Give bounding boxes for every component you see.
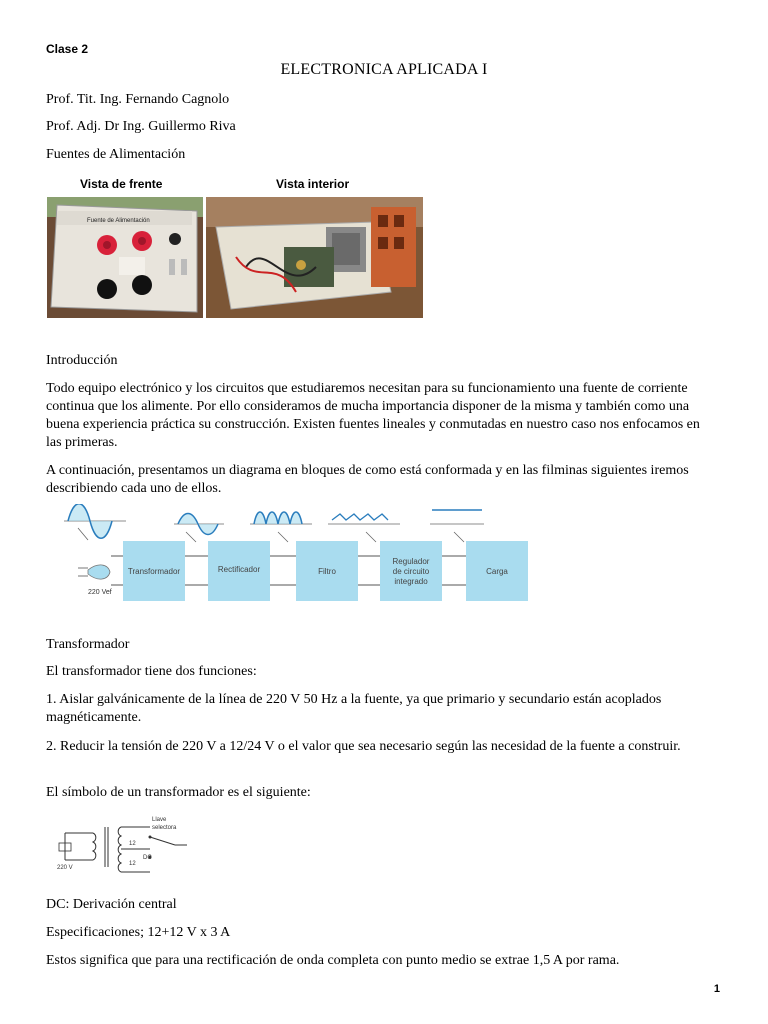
- front-view-label: Vista de frente: [80, 177, 163, 191]
- transformer-intro: El transformador tiene dos funciones:: [46, 664, 257, 679]
- transformer-function-1: 1. Aislar galvánicamente de la línea de 220 V 50 Hz a la fuente, ya que primario y secundario están acoplados magnéticamente.: [46, 692, 662, 725]
- intro-paragraph-2: A continuación, presentamos un diagrama en bloques de como está conformada y en las filminas siguientes iremos describiendo cada uno de ellos.: [46, 463, 689, 496]
- topic-heading: Fuentes de Alimentación: [46, 147, 186, 162]
- transformer-function-2: 2. Reducir la tensión de 220 V a 12/24 V o el valor que sea necesario según las necesidad de la fuente a construir.: [46, 739, 681, 754]
- intro-paragraph-1: Todo equipo electrónico y los circuitos que estudiaremos necesitan para su funcionamiento una fuente de corriente continua que los alimente. Por ello consideramos de mucha importancia disponer de la misma y también como una buena experiencia práctica su construcción. Existen fuentes lineales y conmutadas en nuestro caso nos enfocamos en las primeras.: [46, 381, 700, 450]
- power-supply-block-diagram: [46, 504, 536, 626]
- author-titular: Prof. Tit. Ing. Fernando Cagnolo: [46, 92, 230, 107]
- switch-label-2: selectora: [152, 825, 177, 831]
- front-view-photo: [47, 197, 203, 318]
- secondary-bottom-label: 12: [129, 861, 136, 867]
- primary-voltage-label: 220 V: [57, 865, 73, 871]
- block-label-carga: Carga: [486, 567, 508, 576]
- interior-view-label: Vista interior: [276, 177, 350, 191]
- intro-heading: Introducción: [46, 353, 118, 368]
- transformer-specs: Especificaciones; 12+12 V x 3 A: [46, 925, 231, 940]
- input-voltage-label: 220 Vef: [88, 589, 112, 596]
- block-label-regulador-1: Regulador: [392, 557, 430, 566]
- center-tap-label: DC: [143, 855, 152, 861]
- transformer-symbol-intro: El símbolo de un transformador es el siguiente:: [46, 785, 311, 800]
- class-label: Clase 2: [46, 42, 89, 56]
- author-adjunto: Prof. Adj. Dr Ing. Guillermo Riva: [46, 119, 236, 134]
- transformer-symbol: [55, 815, 195, 873]
- dc-note: DC: Derivación central: [46, 897, 177, 912]
- block-label-rectificador: Rectificador: [217, 565, 261, 574]
- block-label-regulador-3: integrado: [394, 577, 428, 586]
- block-label-filtro: Filtro: [318, 567, 336, 576]
- secondary-top-label: 12: [129, 841, 136, 847]
- block-label-regulador-2: de circuito: [392, 567, 430, 576]
- transformer-explanation: Estos significa que para una rectificación de onda completa con punto medio se extrae 1,5 A por rama.: [46, 953, 620, 968]
- transformer-heading: Transformador: [46, 637, 130, 652]
- panel-text: Fuente de Alimentación: [87, 218, 150, 224]
- page-number: 1: [713, 983, 720, 995]
- document-title: ELECTRONICA APLICADA I: [280, 61, 488, 78]
- block-label-transformador: Transformador: [127, 567, 181, 576]
- interior-view-photo: [206, 197, 423, 318]
- switch-label-1: Llave: [152, 817, 167, 823]
